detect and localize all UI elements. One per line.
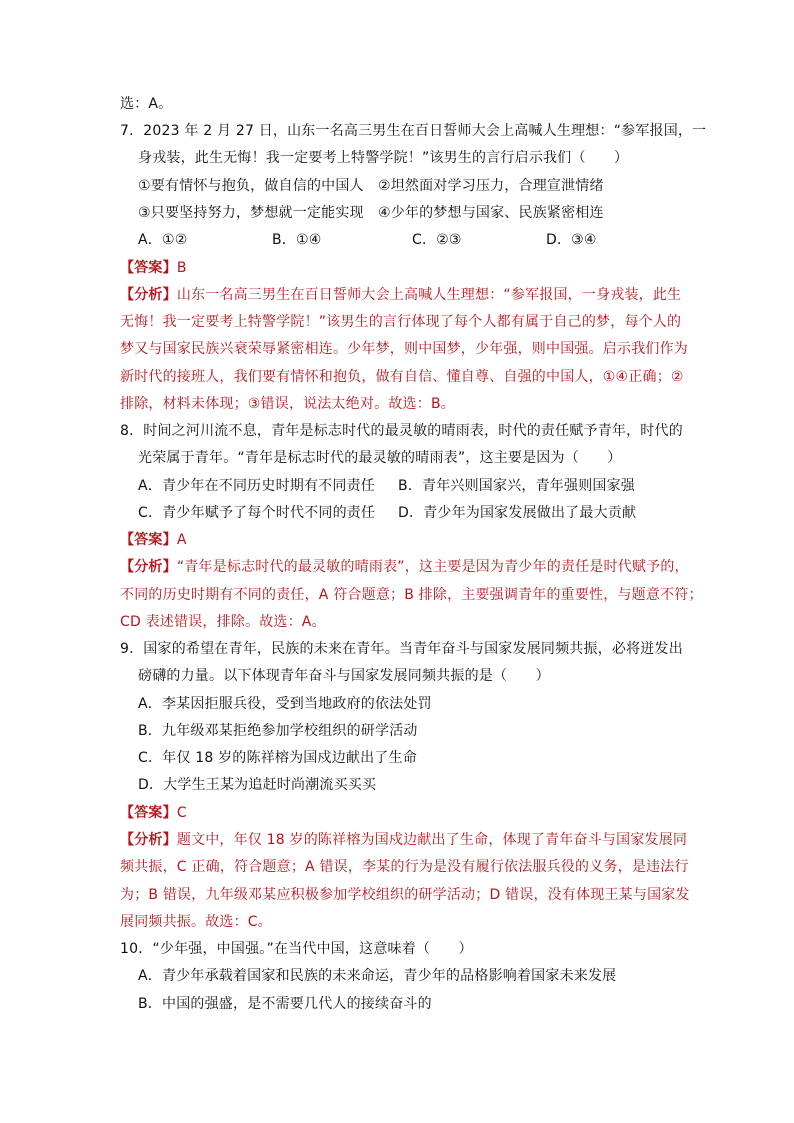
- analysis-line: 无悔！我一定要考上特警学院！”该男生的言行体现了每个人都有属于自己的梦，每个人的: [120, 314, 682, 330]
- option-b: B．九年级邓某拒绝参加学校组织的研学活动: [138, 723, 418, 739]
- statement-line: ①要有情怀与抱负，做自信的中国人 ②坦然面对学习压力，合理宣泄情绪: [138, 178, 604, 194]
- option-a: A．李某因拒服兵役，受到当地政府的依法处罚: [138, 696, 432, 712]
- answer-value: A: [176, 532, 187, 548]
- question-stem-line: 磅礴的力量。以下体现青年奋斗与国家发展同频共振的是（ ）: [138, 668, 550, 684]
- option-a: A．青少年在不同历史时期有不同责任: [138, 478, 375, 494]
- analysis-line: 为；B 错误，九年级邓某应积极参加学校组织的研学活动；D 错误，没有体现王某与国家发: [120, 887, 690, 903]
- option-b: B．中国的强盛，是不需要几代人的接续奋斗的: [138, 996, 432, 1012]
- analysis-line: 展同频共振。故选：C。: [120, 914, 272, 930]
- analysis-line: 频共振，C 正确，符合题意；A 错误，李某的行为是没有履行依法服兵役的义务，是违法行: [120, 859, 689, 875]
- option-c: C．②③: [412, 232, 462, 248]
- option-d: D．大学生王某为追赶时尚潮流买买买: [138, 777, 377, 793]
- analysis-line: 梦又与国家民族兴衰荣辱紧密相连。少年梦，则中国梦，少年强，则中国强。启示我们作为: [120, 341, 688, 357]
- answer-line: [120, 803, 187, 823]
- question-stem-line: 10．“少年强，中国强。”在当代中国，这意味着（ ）: [120, 941, 473, 957]
- option-c: C．青少年赋予了每个时代不同的责任: [138, 505, 376, 521]
- analysis-text: 题文中，年仅 18 岁的陈祥榕为国戍边献出了生命，体现了青年奋斗与国家发展同: [176, 832, 688, 848]
- previous-answer-tail: 选：A。: [120, 96, 173, 112]
- answer-tag: 【答案】: [120, 260, 177, 276]
- analysis-tag: 【分析】: [120, 559, 177, 575]
- answer-tag: 【答案】: [120, 532, 177, 548]
- analysis-tag: 【分析】: [120, 287, 177, 303]
- option-b: B．①④: [272, 232, 322, 248]
- analysis-line: 新时代的接班人，我们要有情怀和抱负，做有自信、懂自尊、自强的中国人，①④正确；②: [120, 369, 684, 385]
- option-d: D．青少年为国家发展做出了最大贡献: [398, 505, 637, 521]
- analysis-line: 不同的历史时期有不同的责任，A 符合题意；B 排除，主要强调青年的重要性，与题意不符；: [120, 587, 703, 603]
- analysis-text: 山东一名高三男生在百日誓师大会上高喊人生理想：“参军报国，一身戎装，此生: [176, 287, 682, 303]
- answer-value: B: [176, 260, 187, 276]
- statement-line: ③只要坚持努力，梦想就一定能实现 ④少年的梦想与国家、民族紧密相连: [138, 205, 604, 221]
- option-a: A．青少年承载着国家和民族的未来命运，青少年的品格影响着国家未来发展: [138, 968, 617, 984]
- analysis-line: [120, 285, 681, 305]
- answer-line: [120, 530, 187, 550]
- question-stem-line: 光荣属于青年。“青年是标志时代的最灵敏的晴雨表”，这主要是因为（ ）: [138, 450, 622, 466]
- question-stem-line: 身戎装，此生无悔！我一定要考上特警学院！”该男生的言行启示我们（ ）: [138, 150, 629, 166]
- analysis-line: CD 表述错误，排除。故选：A。: [120, 614, 326, 630]
- option-b: B．青年兴则国家兴，青年强则国家强: [398, 478, 636, 494]
- answer-line: [120, 258, 187, 278]
- question-stem-line: 7．2023 年 2 月 27 日，山东一名高三男生在百日誓师大会上高喊人生理想：“参军报国，一: [120, 123, 707, 139]
- option-c: C．年仅 18 岁的陈祥榕为国戍边献出了生命: [138, 750, 417, 766]
- question-stem-line: 9．国家的希望在青年，民族的未来在青年。当青年奋斗与国家发展同频共振，必将迸发出: [120, 641, 683, 657]
- analysis-line: 排除，材料未体现；③错误，说法太绝对。故选：B。: [120, 396, 455, 412]
- answer-value: C: [176, 805, 187, 821]
- analysis-line: [120, 830, 687, 850]
- option-d: D．③④: [546, 232, 597, 248]
- analysis-tag: 【分析】: [120, 832, 177, 848]
- analysis-text: “青年是标志时代的最灵敏的晴雨表”，这主要是因为青少年的责任是时代赋予的，: [176, 559, 689, 575]
- analysis-line: [120, 557, 689, 577]
- answer-tag: 【答案】: [120, 805, 177, 821]
- question-stem-line: 8．时间之河川流不息，青年是标志时代的最灵敏的晴雨表，时代的责任赋予青年，时代的: [120, 423, 683, 439]
- option-a: A．①②: [138, 232, 188, 248]
